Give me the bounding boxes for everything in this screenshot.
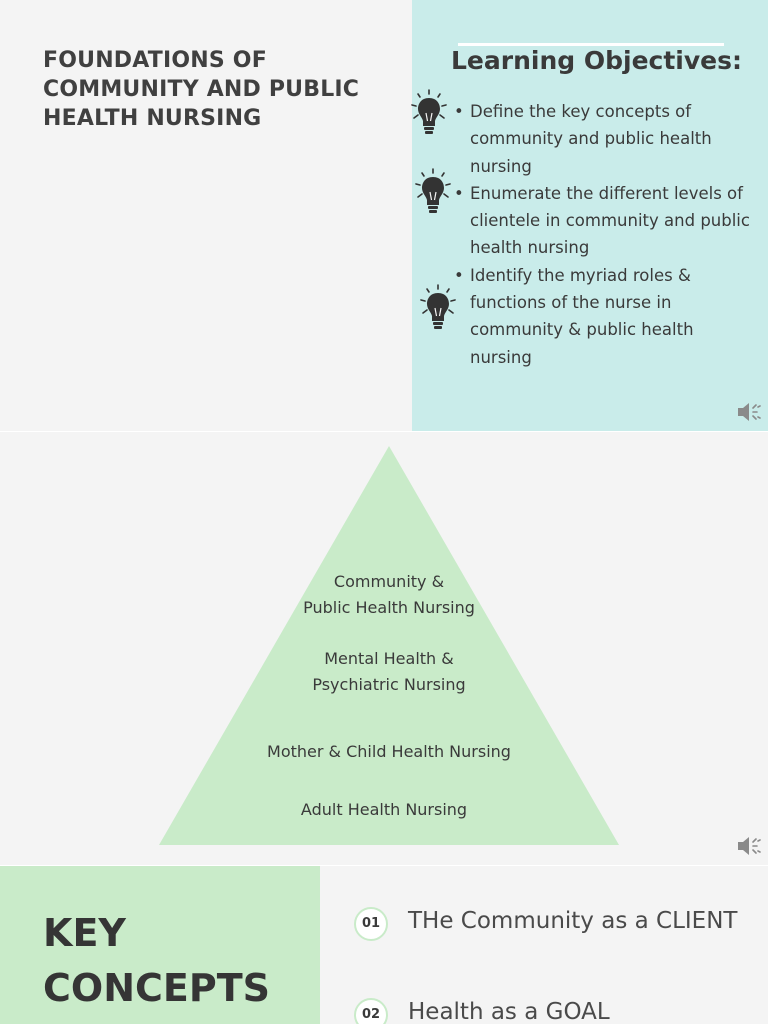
pyramid-level-mental-health: Mental Health & Psychiatric Nursing [312,649,466,694]
objective-item [454,180,754,262]
key-concept-text: Health as a GOAL [408,999,610,1024]
speaker-icon[interactable] [735,398,763,426]
slide-learning-objectives [0,0,768,431]
lightbulb-icon [418,283,458,333]
bullet: • [454,183,464,203]
lightbulb-icon [413,167,453,217]
key-concept-number: 02 [354,998,388,1024]
slide-title: FOUNDATIONS OF COMMUNITY AND PUBLIC HEALTH NURSING [43,48,360,131]
pyramid-level-community: Community & Public Health Nursing [303,572,475,617]
objective-text: Identify the myriad roles & functions of the nurse in community & public health nursing [470,265,694,367]
objective-text: Enumerate the different levels of clientele in community and public health nursing [470,183,750,258]
bullet: • [454,102,464,121]
key-concept-text: THe Community as a CLIENT [408,908,738,934]
objective-item [454,98,754,180]
key-concept-number: 01 [354,907,388,941]
objectives-heading: Learning Objectives: [451,46,742,75]
slide-clientele-pyramid [0,432,768,865]
pyramid-level-adult-health: Adult Health Nursing [300,800,468,819]
slide-key-concepts [0,866,768,1024]
key-concepts-title: KEY CONCEPTS [43,911,270,1010]
objectives-list [454,98,754,371]
objective-item [454,262,754,371]
objective-text: Define the key concepts of community and public health nursing [470,102,712,176]
lightbulb-icon [409,88,449,138]
pyramid-level-mother-child: Mother & Child Health Nursing [267,742,511,761]
bullet: • [454,265,464,285]
speaker-icon[interactable] [735,832,763,860]
